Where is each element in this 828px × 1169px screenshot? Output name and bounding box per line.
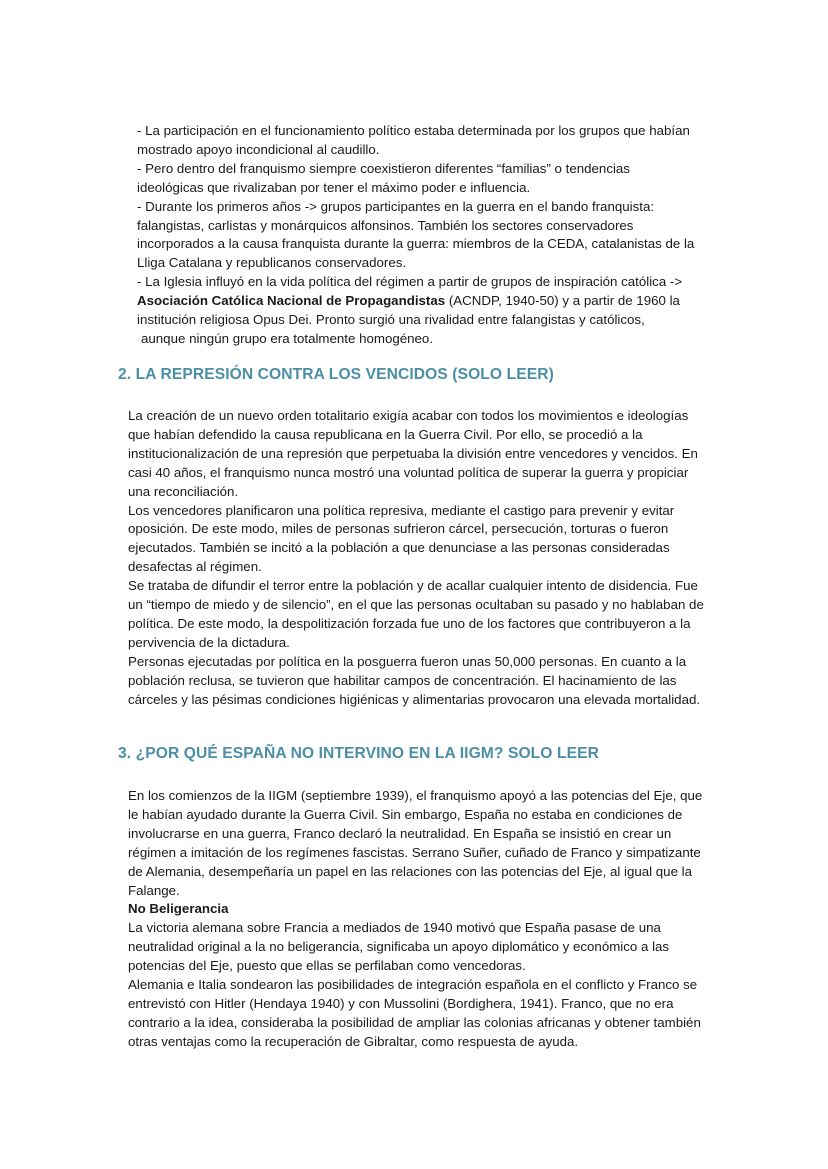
bullet-church-end: aunque ningún grupo era totalmente homogéneo. [141,330,434,346]
section-3-paragraph-2: La victoria alemana sobre Francia a mediados de 1940 motivó que España pasase de una neutralidad original a la no beligerancia, significaba un apoyo diplomático y económico a las potencias del Eje, puesto que ellas se perfilaban como vencedoras. [128,920,670,974]
no-beligerancia-subheading [128,900,710,919]
section-3-paragraph-1: En los comienzos de la IIGM (septiembre 1939), el franquismo apoyó a las potencias del Eje, que le habían ayudado durante la Guerra Civil. Sin embargo, España no estaba en condiciones de involucrarse en una guerra, Franco declaró la neutralidad. En España se insistió en crear un régimen a imitación de los regímenes fascistas. Serrano Suñer, cuñado de Franco y simpatizante de Alemania, desempeñaría un papel en las relaciones con las potencias del Eje, al igual que la Falange. [128,788,703,898]
bullet-church-text: - La Iglesia influyó en la vida política del régimen a partir de grupos de inspiración católica -> [137,274,683,290]
section-2-paragraph-1: La creación de un nuevo orden totalitario exigía acabar con todos los movimientos e ideologías que habían defendido la causa republicana en la Guerra Civil. Por ello, se procedió a la institucionalización de una represión que perpetuaba la división entre vencedores y vencidos. En casi 40 años, el franquismo nunca mostró una voluntad política de superar la guerra y propiciar una reconciliación. [128,408,698,499]
bullet-participation: - La participación en el funcionamiento político estaba determinada por los grupos que habían mostrado apoyo incondicional al caudillo. [137,123,690,157]
acnp-name: Asociación Católica Nacional de Propagandistas [137,293,446,309]
section-3-heading: 3. ¿POR QUÉ ESPAÑA NO INTERVINO EN LA IIGM? SOLO LEER [118,745,599,762]
bullet-church-continued: (ACNDP, 1940-50) y a partir de 1960 la institución religiosa Opus Dei. Pronto surgió una rivalidad entre falangistas y católicos, [137,293,680,328]
section-3-paragraph-3: Alemania e Italia sondearon las posibilidades de integración española en el conflicto y Franco se entrevistó con Hitler (Hendaya 1940) y con Mussolini (Bordighera, 1941). Franco, que no era contrario a la idea, consideraba la posibilidad de ampliar las colonias africanas y obtener también otras ventajas como la recuperación de Gibraltar, como respuesta de ayuda. [128,977,701,1049]
section-2-paragraph-4: Personas ejecutadas por política en la posguerra fueron unas 50,000 personas. En cuanto a la población reclusa, se tuvieron que habilitar campos de concentración. El hacinamiento de las cárceles y las pésimas condiciones higiénicas y alimentarias provocaron una elevada mortalidad. [128,653,701,707]
section-2-heading: 2. LA REPRESIÓN CONTRA LOS VENCIDOS (SOLO LEER) [118,366,554,383]
bullet-families: - Pero dentro del franquismo siempre coexistieron diferentes “familias” o tendencias ideológicas que rivalizaban por tener el máximo poder e influencia. [137,160,630,195]
bullet-church [137,273,697,330]
bullet-first-years: - Durante los primeros años -> grupos participantes en la guerra en el bando franquista: falangistas, carlistas y monárquicos alfonsinos. También los sectores conservadores incorporados a la causa franquista durante la guerra: miembros de la CEDA, catalanistas de la Lliga Catalana y republicanos conservadores. [137,198,695,271]
intro-bullets [137,122,697,349]
section-2-paragraph-2: Los vencedores planificaron una política represiva, mediante el castigo para prevenir y evitar oposición. De este modo, miles de personas sufrieron cárcel, persecución, torturas o fueron ejecutados. También se incitó a la población a que denunciase a las personas consideradas desafectas al régimen. [128,502,675,575]
section-3-body [128,787,710,1052]
no-beligerancia-label: No Beligerancia [128,901,229,917]
section-2-body [128,407,710,710]
section-2-paragraph-3: Se trataba de difundir el terror entre la población y de acallar cualquier intento de disidencia. Fue un “tiempo de miedo y de silencio”, en el que las personas ocultaban su pasado y no hablaban de política. De este modo, la despolitización forzada fue uno de los factores que contribuyeron a la pervivencia de la dictadura. [128,578,704,650]
